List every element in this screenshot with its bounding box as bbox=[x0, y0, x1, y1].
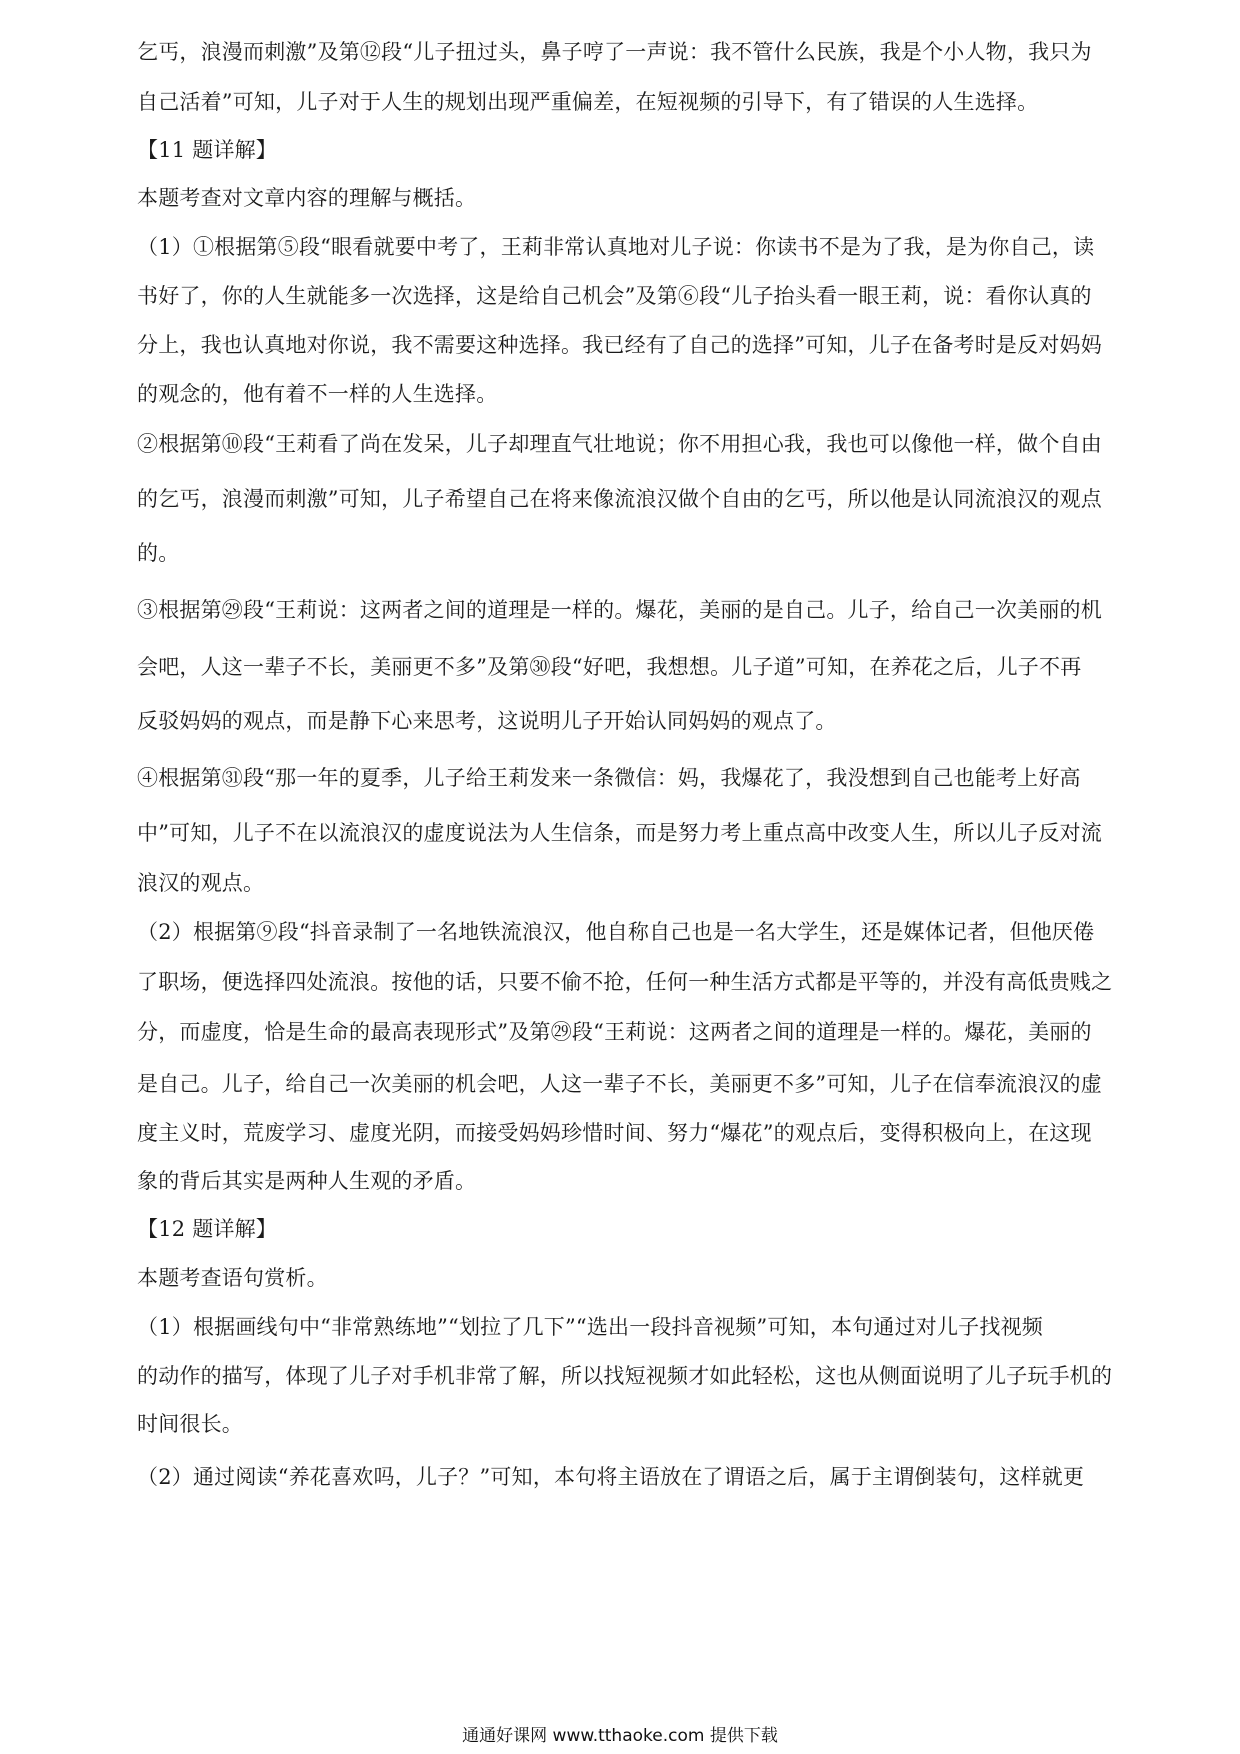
text-line: 本题考查语句赏析。 bbox=[137, 1266, 328, 1290]
text-line: ③根据第㉙段“王莉说：这两者之间的道理是一样的。爆花，美丽的是自己。儿子，给自己一次美丽的机 bbox=[137, 598, 1102, 622]
text-line: 会吧，人这一辈子不长，美丽更不多”及第㉚段“好吧，我想想。儿子道”可知，在养花之后，儿子不再 bbox=[137, 655, 1082, 679]
text-line: 是自己。儿子，给自己一次美丽的机会吧，人这一辈子不长，美丽更不多”可知，儿子在信奉流浪汉的虚 bbox=[137, 1072, 1102, 1096]
text-line: 度主义时，荒废学习、虚度光阴，而接受妈妈珍惜时间、努力“爆花”的观点后，变得积极向上，在这现 bbox=[137, 1121, 1092, 1145]
text-line: 分上，我也认真地对你说，我不需要这种选择。我已经有了自己的选择”可知，儿子在备考时是反对妈妈 bbox=[137, 333, 1102, 357]
text-line: （2）通过阅读“养花喜欢吗，儿子？”可知，本句将主语放在了谓语之后，属于主谓倒装句，这样就更 bbox=[137, 1465, 1085, 1489]
footer-watermark: 通通好课网 www.tthaoke.com 提供下载 bbox=[462, 1726, 778, 1746]
text-line: 的观念的，他有着不一样的人生选择。 bbox=[137, 382, 498, 406]
text-line: 时间很长。 bbox=[137, 1412, 243, 1436]
text-line: 象的背后其实是两种人生观的矛盾。 bbox=[137, 1169, 477, 1193]
text-line: 浪汉的观点。 bbox=[137, 871, 265, 895]
section-heading: 【11 题详解】 bbox=[137, 138, 277, 162]
text-line: 反驳妈妈的观点，而是静下心来思考，这说明儿子开始认同妈妈的观点了。 bbox=[137, 709, 837, 733]
text-line: 的动作的描写，体现了儿子对手机非常了解，所以找短视频才如此轻松，这也从侧面说明了儿子玩手机的 bbox=[137, 1364, 1113, 1388]
text-line: 书好了，你的人生就能多一次选择，这是给自己机会”及第⑥段“儿子抬头看一眼王莉，说：看你认真的 bbox=[137, 284, 1092, 308]
text-line: ②根据第⑩段“王莉看了尚在发呆，儿子却理直气壮地说；你不用担心我，我也可以像他一样，做个自由 bbox=[137, 432, 1102, 456]
text-line: 自己活着”可知，儿子对于人生的规划出现严重偏差，在短视频的引导下，有了错误的人生选择。 bbox=[137, 90, 1039, 114]
text-line: ④根据第㉛段“那一年的夏季，儿子给王莉发来一条微信：妈，我爆花了，我没想到自己也能考上好高 bbox=[137, 766, 1081, 790]
text-line: 了职场，便选择四处流浪。按他的话，只要不偷不抢，任何一种生活方式都是平等的，并没有高低贵贱之 bbox=[137, 970, 1113, 994]
text-line: （1）①根据第⑤段“眼看就要中考了，王莉非常认真地对儿子说：你读书不是为了我，是为你自己，读 bbox=[137, 235, 1095, 259]
text-line: 乞丐，浪漫而刺激”及第⑫段“儿子扭过头，鼻子哼了一声说：我不管什么民族，我是个小人物，我只为 bbox=[137, 40, 1092, 64]
section-heading: 【12 题详解】 bbox=[137, 1217, 277, 1241]
text-line: 本题考查对文章内容的理解与概括。 bbox=[137, 186, 477, 210]
text-line: 的乞丐，浪漫而刺激”可知，儿子希望自己在将来像流浪汉做个自由的乞丐，所以他是认同流浪汉的观点 bbox=[137, 487, 1102, 511]
text-line: 中”可知，儿子不在以流浪汉的虚度说法为人生信条，而是努力考上重点高中改变人生，所以儿子反对流 bbox=[137, 821, 1102, 845]
text-line: （2）根据第⑨段“抖音录制了一名地铁流浪汉，他自称自己也是一名大学生，还是媒体记者，但他厌倦 bbox=[137, 920, 1095, 944]
text-line: （1）根据画线句中“非常熟练地”“划拉了几下”“选出一段抖音视频”可知，本句通过对儿子找视频 bbox=[137, 1315, 1043, 1339]
text-line: 分，而虚度，恰是生命的最高表现形式”及第㉙段“王莉说：这两者之间的道理是一样的。爆花，美丽的 bbox=[137, 1020, 1092, 1044]
text-line: 的。 bbox=[137, 541, 180, 565]
